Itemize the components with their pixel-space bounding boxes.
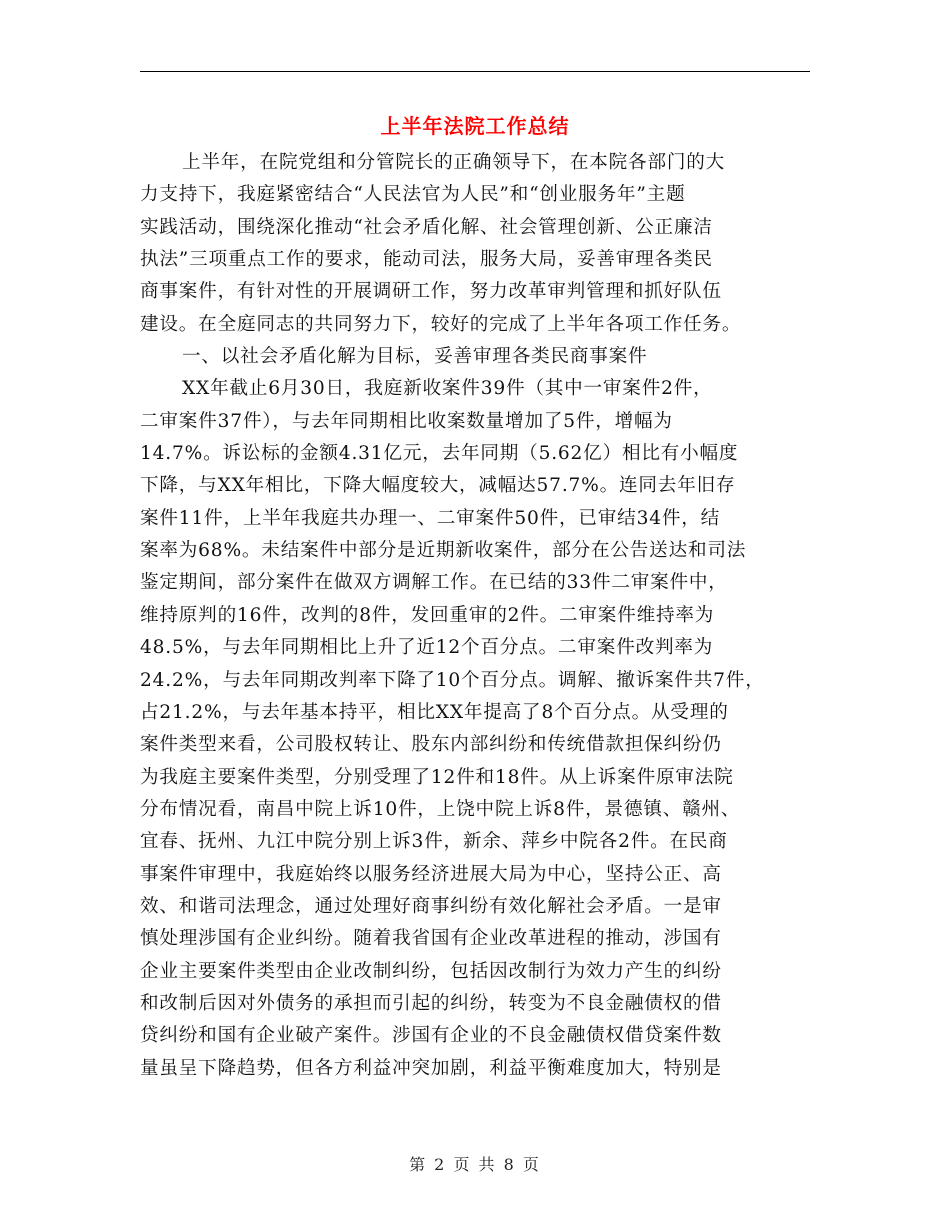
paragraph-line: 效、和谐司法理念，通过处理好商事纠纷有效化解社会矛盾。一是审 xyxy=(140,895,722,917)
paragraph-line: 事案件审理中，我庭始终以服务经济进展大局为中心，坚持公正、高 xyxy=(140,863,722,885)
paragraph-line: XX年截止6月30日，我庭新收案件39件（其中一审案件2件， xyxy=(182,378,713,400)
paragraph-line: 二审案件37件），与去年同期相比收案数量增加了5件，增幅为 xyxy=(140,410,673,432)
paragraph-line: 24.2%，与去年同期改判率下降了10个百分点。调解、撤诉案件共7件， xyxy=(140,669,765,691)
paragraph-line: 案件11件，上半年我庭共办理一、二审案件50件，已审结34件，结 xyxy=(140,507,721,529)
paragraph-line: 案件类型来看，公司股权转让、股东内部纠纷和传统借款担保纠纷仍 xyxy=(140,734,722,756)
paragraph-line: 14.7%。诉讼标的金额4.31亿元，去年同期（5.62亿）相比有小幅度 xyxy=(140,443,739,465)
paragraph-line: 上半年，在院党组和分管院长的正确领导下，在本院各部门的大 xyxy=(182,152,726,173)
paragraph-line: 维持原判的16件，改判的8件，发回重审的2件。二审案件维持率为 xyxy=(140,604,715,626)
paragraph-line: 建设。在全庭同志的共同努力下，较好的完成了上半年各项工作任务。 xyxy=(140,313,742,335)
header-rule xyxy=(140,71,810,72)
paragraph-line: 力支持下，我庭紧密结合“人民法官为人民”和“创业服务年”主题 xyxy=(140,184,686,206)
paragraph-line: 宜春、抚州、九江中院分别上诉3件，新余、萍乡中院各2件。在民商 xyxy=(140,831,728,853)
paragraph-line: 占21.2%，与去年基本持平，相比XX年提高了8个百分点。从受理的 xyxy=(140,701,729,723)
paragraph-line: 和改制后因对外债务的承担而引起的纠纷，转变为不良金融债权的借 xyxy=(140,992,722,1014)
paragraph-line: 企业主要案件类型由企业改制纠纷，包括因改制行为效力产生的纠纷 xyxy=(140,960,722,982)
paragraph-line: 48.5%，与去年同期相比上升了近12个百分点。二审案件改判率为 xyxy=(140,637,714,659)
paragraph-line: 商事案件，有针对性的开展调研工作，努力改革审判管理和抓好队伍 xyxy=(140,281,722,303)
paragraph-line: 下降，与XX年相比，下降大幅度较大，减幅达57.7%。连同去年旧存 xyxy=(140,475,736,497)
paragraph-line: 执法”三项重点工作的要求，能动司法，服务大局，妥善审理各类民 xyxy=(140,249,713,271)
paragraph-line: 量虽呈下降趋势，但各方利益冲突加剧，利益平衡难度加大，特别是 xyxy=(140,1057,722,1079)
section-heading: 一、以社会矛盾化解为目标，妥善审理各类民商事案件 xyxy=(182,346,648,368)
paragraph-line: 为我庭主要案件类型，分别受理了12件和18件。从上诉案件原审法院 xyxy=(140,766,734,788)
paragraph-line: 贷纠纷和国有企业破产案件。涉国有企业的不良金融债权借贷案件数 xyxy=(140,1025,722,1047)
page-number: 第 2 页 共 8 页 xyxy=(409,1155,541,1174)
paragraph-line: 慎处理涉国有企业纠纷。随着我省国有企业改革进程的推动，涉国有 xyxy=(140,928,722,950)
document-body xyxy=(140,147,810,1085)
paragraph-line: 鉴定期间，部分案件在做双方调解工作。在已结的33件二审案件中， xyxy=(140,572,728,594)
paragraph-line: 分布情况看，南昌中院上诉10件，上饶中院上诉8件，景德镇、赣州、 xyxy=(140,798,741,820)
paragraph-line: 案率为68%。未结案件中部分是近期新收案件，部分在公告送达和司法 xyxy=(140,540,747,562)
document-title: 上半年法院工作总结 xyxy=(380,114,570,138)
paragraph-line: 实践活动，围绕深化推动“社会矛盾化解、社会管理创新、公正廉洁 xyxy=(140,216,713,238)
